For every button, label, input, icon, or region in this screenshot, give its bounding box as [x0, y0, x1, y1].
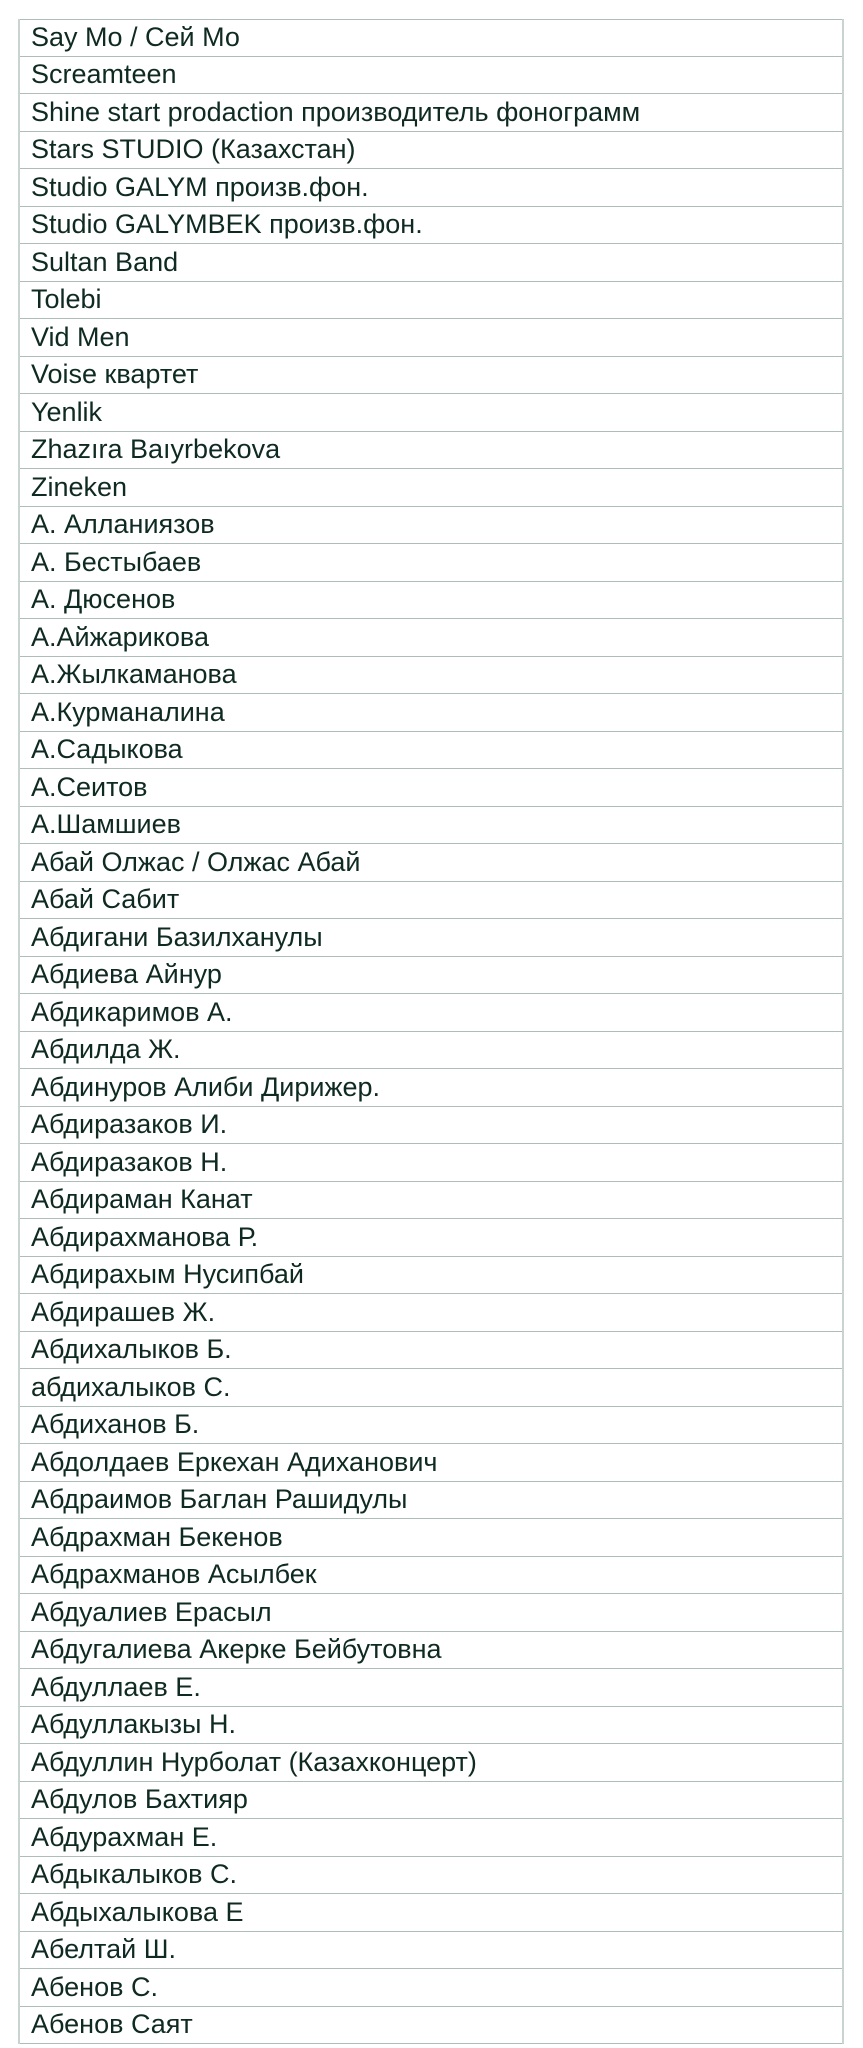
- table-row: Tolebi: [20, 282, 842, 320]
- table-row: А.Жылкаманова: [20, 657, 842, 695]
- table-row: Абдыкалыков С.: [20, 1857, 842, 1895]
- table-row: Абдуллакызы Н.: [20, 1707, 842, 1745]
- table-row: Zhazıra Baıyrbekova: [20, 432, 842, 470]
- table-row: Абдихалыков Б.: [20, 1332, 842, 1370]
- table-row: Абдулов Бахтияр: [20, 1782, 842, 1820]
- table-row: Абдигани Базилханулы: [20, 919, 842, 957]
- table-row: Абдиева Айнур: [20, 957, 842, 995]
- table-row: А.Айжарикова: [20, 619, 842, 657]
- table-row: Абдрахман Бекенов: [20, 1519, 842, 1557]
- table-row: Studio GALYM произв.фон.: [20, 169, 842, 207]
- table-row: А.Шамшиев: [20, 807, 842, 845]
- table-row: А. Дюсенов: [20, 582, 842, 620]
- table-row: Абдилда Ж.: [20, 1032, 842, 1070]
- table-row: Yenlik: [20, 394, 842, 432]
- table-row: Say Mo / Сей Мо: [20, 19, 842, 57]
- table-row: абдихалыков С.: [20, 1369, 842, 1407]
- table-row: Voise квартет: [20, 357, 842, 395]
- table-row: Абдираман Канат: [20, 1182, 842, 1220]
- names-table: [18, 19, 844, 2044]
- table-row: Studio GALYMBEK произв.фон.: [20, 207, 842, 245]
- table-row: Абдурахман Е.: [20, 1819, 842, 1857]
- table-row: А.Сеитов: [20, 769, 842, 807]
- table-row: Абдинуров Алиби Дирижер.: [20, 1069, 842, 1107]
- table-row: Stars STUDIO (Казахстан): [20, 132, 842, 170]
- table-row: А. Алланиязов: [20, 507, 842, 545]
- table-row: Абай Олжас / Олжас Абай: [20, 844, 842, 882]
- table-row: Абдирахманова Р.: [20, 1219, 842, 1257]
- table-row: Абдуалиев Ерасыл: [20, 1594, 842, 1632]
- table-row: Абдирашев Ж.: [20, 1294, 842, 1332]
- table-row: А.Курманалина: [20, 694, 842, 732]
- table-row: Абдугалиева Акерке Бейбутовна: [20, 1632, 842, 1670]
- table-row: Vid Men: [20, 319, 842, 357]
- table-row: Sultan Band: [20, 244, 842, 282]
- table-row: А. Бестыбаев: [20, 544, 842, 582]
- table-row: Абдраимов Баглан Рашидулы: [20, 1482, 842, 1520]
- table-row: Абдирахым Нусипбай: [20, 1257, 842, 1295]
- table-row: Абелтай Ш.: [20, 1932, 842, 1970]
- table-row: Абдиразаков И.: [20, 1107, 842, 1145]
- table-row: Абдуллаев Е.: [20, 1669, 842, 1707]
- table-row: Абдрахманов Асылбек: [20, 1557, 842, 1595]
- table-row: Абай Сабит: [20, 882, 842, 920]
- table-row: Zineken: [20, 469, 842, 507]
- table-row: А.Садыкова: [20, 732, 842, 770]
- table-row: Абдыхалыкова Е: [20, 1894, 842, 1932]
- table-row: Абенов С.: [20, 1969, 842, 2007]
- table-row: Shine start prodaction производитель фонограмм: [20, 94, 842, 132]
- table-row: Абдиразаков Н.: [20, 1144, 842, 1182]
- table-row: Screamteen: [20, 57, 842, 95]
- table-row: Абдолдаев Еркехан Адиханович: [20, 1444, 842, 1482]
- table-row: Абдиханов Б.: [20, 1407, 842, 1445]
- table-row: Абдуллин Нурболат (Казахконцерт): [20, 1744, 842, 1782]
- table-row: Абдикаримов А.: [20, 994, 842, 1032]
- table-row: Абенов Саят: [20, 2007, 842, 2045]
